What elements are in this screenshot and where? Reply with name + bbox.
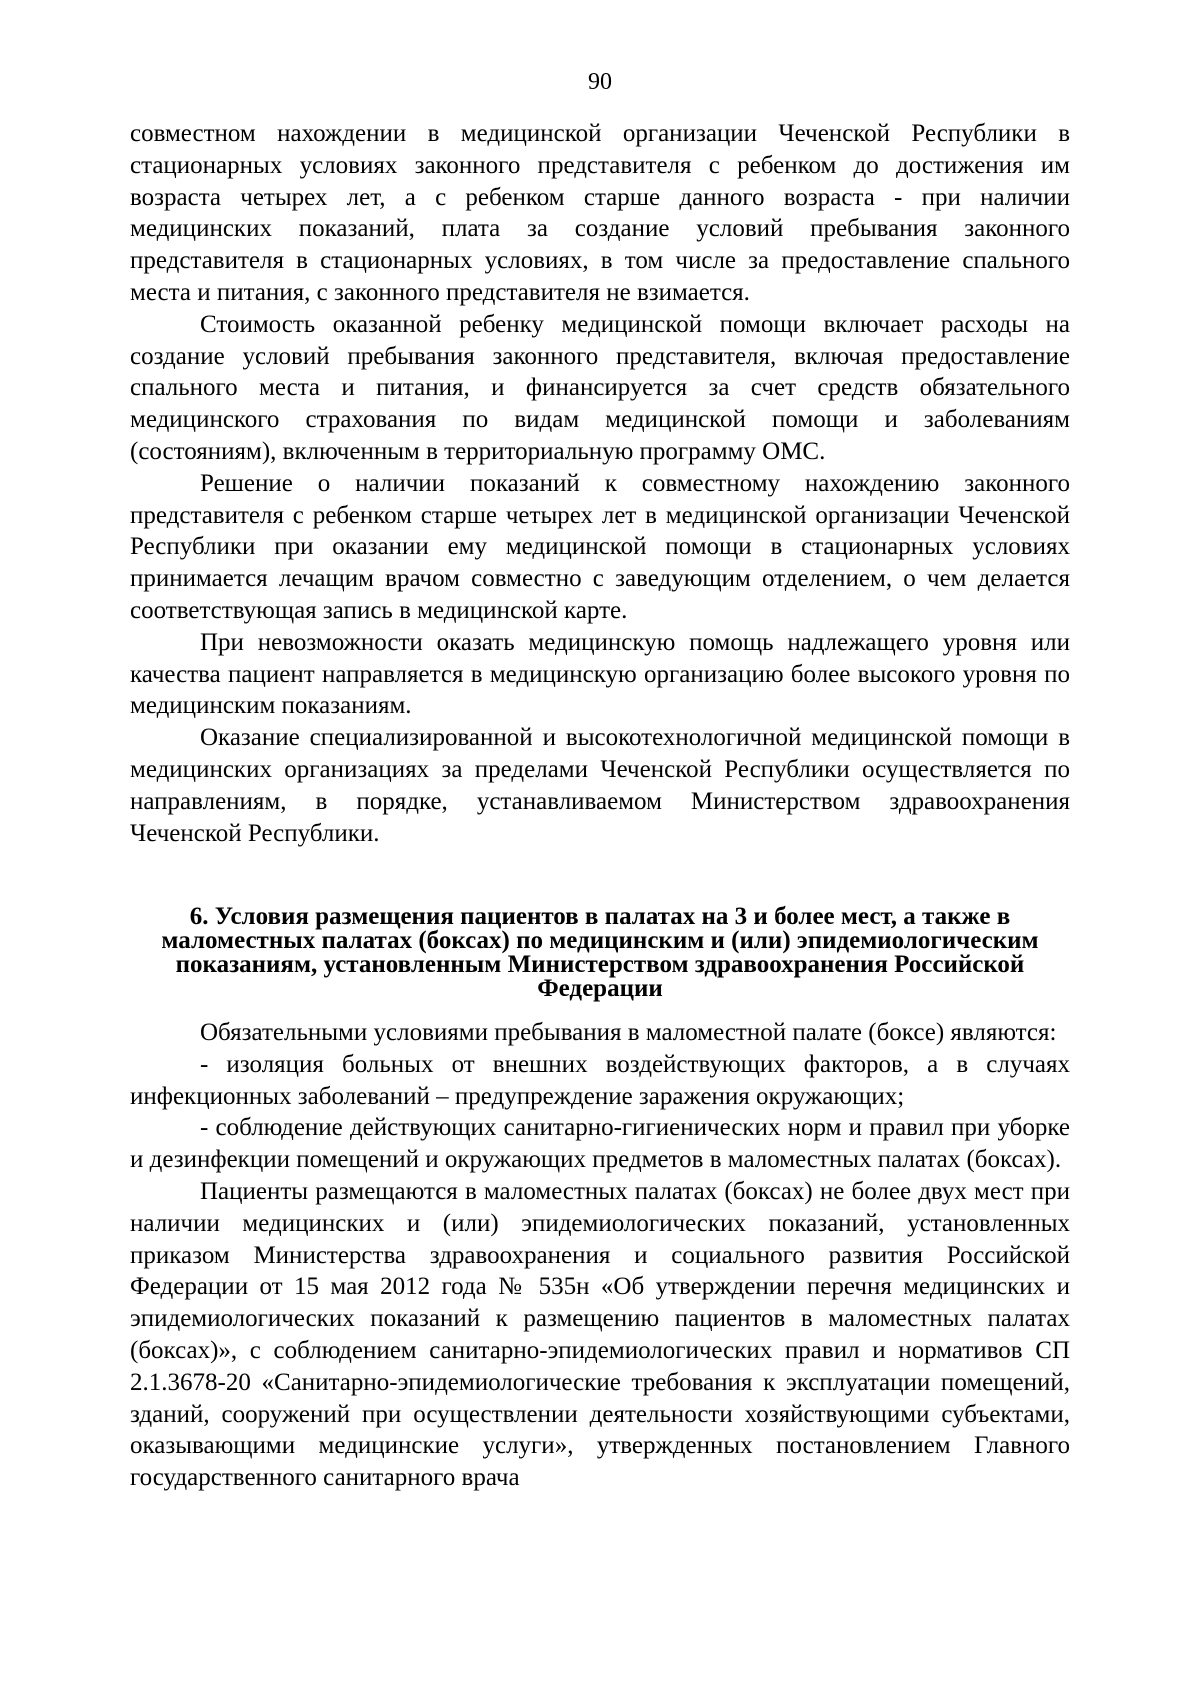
paragraph: Пациенты размещаются в маломестных палатах (боксах) не более двух мест при наличии медицинских и (или) эпидемиологических показаний, установленных приказом Министерства здравоохранения и социального развития Российской Федерации от 15 мая 2012 года № 535н «Об утверждении перечня медицинских и эпидемиологических показаний к размещению пациентов в маломестных палатах (боксах)», с соблюдением санитарно-эпидемиологических правил и нормативов СП 2.1.3678-20 «Санитарно-эпидемиологические требования к эксплуатации помещений, зданий, сооружений при осуществлении деятельности хозяйствующими субъектами, оказывающими медицинские услуги», утвержденных постановлением Главного государственного санитарного врача (130, 1177, 1070, 1492)
paragraph: Решение о наличии показаний к совместному нахождению законного представителя с ребенком старше четырех лет в медицинской организации Чеченской Республики при оказании ему медицинской помощи в стационарных условиях принимается лечащим врачом совместно с заведующим отделением, о чем делается соответствующая запись в медицинской карте. (130, 469, 1070, 624)
paragraph: Обязательными условиями пребывания в маломестной палате (боксе) являются: (200, 1019, 1057, 1046)
section-heading: 6. Условия размещения пациентов в палатах на 3 и более мест, а также в маломестных палатах (боксах) по медицинским и (или) эпидемиологическим показаниям, установленным Министерством здравоохранения Российской Федерации (161, 903, 1039, 1002)
paragraph: Стоимость оказанной ребенку медицинской помощи включает расходы на создание условий пребывания законного представителя, включая предоставление спального места и питания, и финансируется за счет средств обязательного медицинского страхования по видам медицинской помощи и заболеваниям (состояниям), включенным в территориальную программу ОМС. (130, 310, 1070, 465)
list-item: - соблюдение действующих санитарно-гигиенических норм и правил при уборке и дезинфекции помещений и окружающих предметов в маломестных палатах (боксах). (130, 1114, 1070, 1174)
paragraph: совместном нахождении в медицинской организации Чеченской Республики в стационарных условиях законного представителя с ребенком до достижения им возраста четырех лет, а с ребенком старше данного возраста - при наличии медицинских показаний, плата за создание условий пребывания законного представителя в стационарных условиях, в том числе за предоставление спального места и питания, с законного представителя не взимается. (130, 120, 1070, 306)
body-text-bottom (130, 1017, 1070, 1494)
paragraph: При невозможности оказать медицинскую помощь надлежащего уровня или качества пациент направляется в медицинскую организацию более высокого уровня по медицинским показаниям. (130, 628, 1070, 720)
body-text-top (130, 118, 1070, 849)
paragraph: Оказание специализированной и высокотехнологичной медицинской помощи в медицинских организациях за пределами Чеченской Республики осуществляется по направлениям, в порядке, устанавливаемом Министерством здравоохранения Чеченской Республики. (130, 724, 1070, 847)
list-item: - изоляция больных от внешних воздействующих факторов, а в случаях инфекционных заболеваний – предупреждение заражения окружающих; (130, 1050, 1070, 1110)
page-number: 90 (588, 69, 612, 95)
